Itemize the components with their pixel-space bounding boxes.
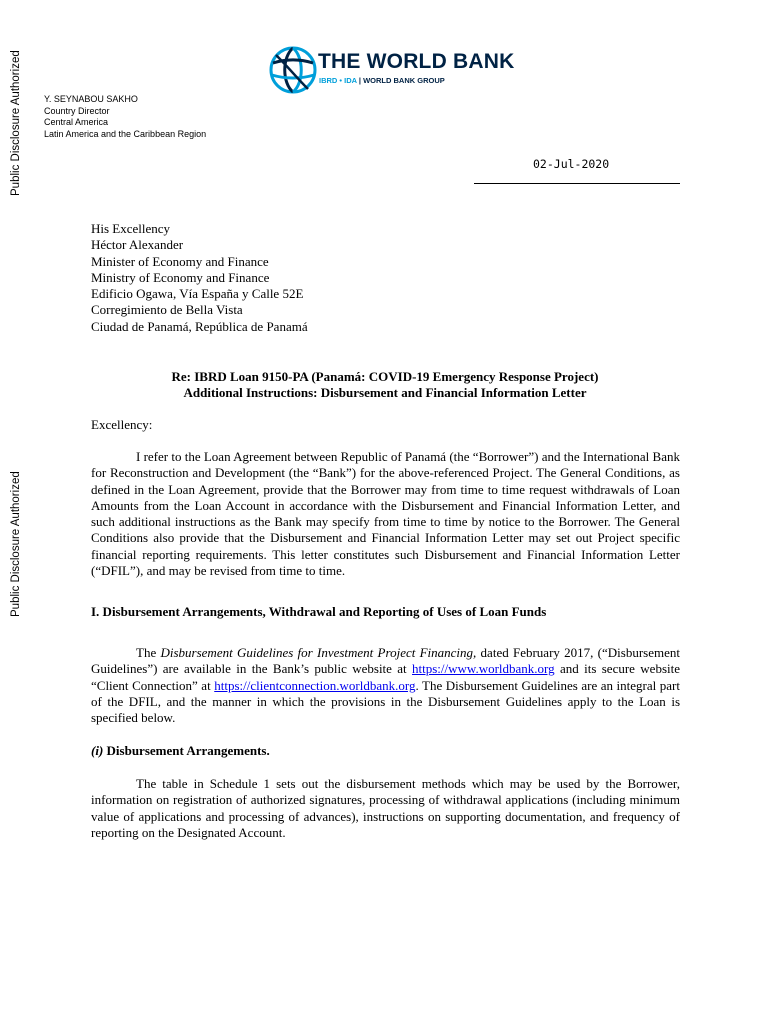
worldbank-link[interactable]: https://www.worldbank.org xyxy=(412,661,555,677)
watermark-middle: Public Disclosure Authorized xyxy=(10,471,22,617)
logo-title: THE WORLD BANK xyxy=(318,50,515,73)
text-fragment: The xyxy=(136,645,161,660)
subsection-i-title: Disbursement Arrangements. xyxy=(103,743,270,758)
intro-text: I refer to the Loan Agreement between Republic of Panamá (the “Borrower”) and the International Bank for Reconstruction and Development (the “Bank”) for the above-referenced Project. The General Conditions, as defined in the Loan Agreement, provide that the Borrower may from time to time request withdrawals of Loan Amounts from the Loan Account in accordance with the Disbursement and Financial Information Letter, and such additional instructions as the Bank may specify from time to time by notice to the Borrower. The General Conditions also provide that the Disbursement and Financial Information Letter may set out Project specific financial reporting requirements. This letter constitutes such Disbursement and Financial Information Letter (“DFIL”), and may be revised from time to time. xyxy=(91,449,680,579)
subject-line-1: Re: IBRD Loan 9150-PA (Panamá: COVID-19 Emergency Response Project) xyxy=(171,369,599,384)
logo-group: WORLD BANK GROUP xyxy=(363,76,445,85)
sender-area: Central America xyxy=(44,117,109,127)
salutation: Excellency: xyxy=(91,417,153,432)
subsection-i-paragraph xyxy=(91,776,680,841)
addressee-line: His Excellency xyxy=(91,221,171,236)
text-fragment: and its secure website “Client Connection” at xyxy=(91,661,680,693)
addressee-line: Héctor Alexander xyxy=(91,237,184,253)
logo-ibrd: IBRD xyxy=(319,76,338,85)
subsection-i-number: (i) xyxy=(91,743,104,758)
section-1-paragraph xyxy=(91,645,680,726)
section-1-heading: I. Disbursement Arrangements, Withdrawal and Reporting of Uses of Loan Funds xyxy=(91,604,547,619)
subject-line xyxy=(91,369,679,401)
guidelines-title: Disbursement Guidelines for Investment Project Financing, xyxy=(160,645,477,660)
logo-ida: IDA xyxy=(344,76,357,85)
intro-paragraph xyxy=(91,449,680,579)
addressee-line: Ciudad de Panamá, República de Panamá xyxy=(91,318,308,334)
sender-name: Y. SEYNABOU SAKHO xyxy=(44,94,138,104)
addressee-block xyxy=(91,221,308,335)
sender-title: Country Director xyxy=(44,105,110,116)
logo-separator: | xyxy=(358,76,361,85)
addressee-line: Edificio Ogawa, Vía España y Calle 52E xyxy=(91,286,304,302)
globe-icon xyxy=(268,45,318,95)
text-fragment: . The Disbursement Guidelines are an integral part of the DFIL, and the manner in which the provisions in the Disbursement Guidelines apply to the Loan is specified below. xyxy=(91,677,680,726)
sender-block xyxy=(44,94,206,140)
addressee-line: Ministry of Economy and Finance xyxy=(91,269,270,285)
logo-subtitle xyxy=(319,76,445,85)
logo-dot: • xyxy=(337,76,345,85)
section-1-text xyxy=(91,645,680,726)
client-connection-link[interactable]: https://clientconnection.worldbank.org xyxy=(214,677,416,693)
addressee-line: Corregimiento de Bella Vista xyxy=(91,302,243,318)
sender-region: Latin America and the Caribbean Region xyxy=(44,128,207,139)
letter-date: 02-Jul-2020 xyxy=(533,157,610,171)
date-underline xyxy=(474,183,680,184)
text-fragment: dated February 2017, (“Disbursement Guidelines”) are available in the Bank’s public website at xyxy=(91,645,680,677)
subsection-i-text: The table in Schedule 1 sets out the disbursement methods which may be used by the Borrower, information on registration of authorized signatures, processing of withdrawal applications (including minimum value of applications and processing of advances), instructions on supporting documentation, and frequency of reporting on the Designated Account. xyxy=(91,776,680,840)
subsection-i-heading xyxy=(91,743,270,759)
addressee-line: Minister of Economy and Finance xyxy=(91,253,269,269)
watermark-top: Public Disclosure Authorized xyxy=(10,50,22,196)
subject-line-2: Additional Instructions: Disbursement and Financial Information Letter xyxy=(183,385,587,400)
